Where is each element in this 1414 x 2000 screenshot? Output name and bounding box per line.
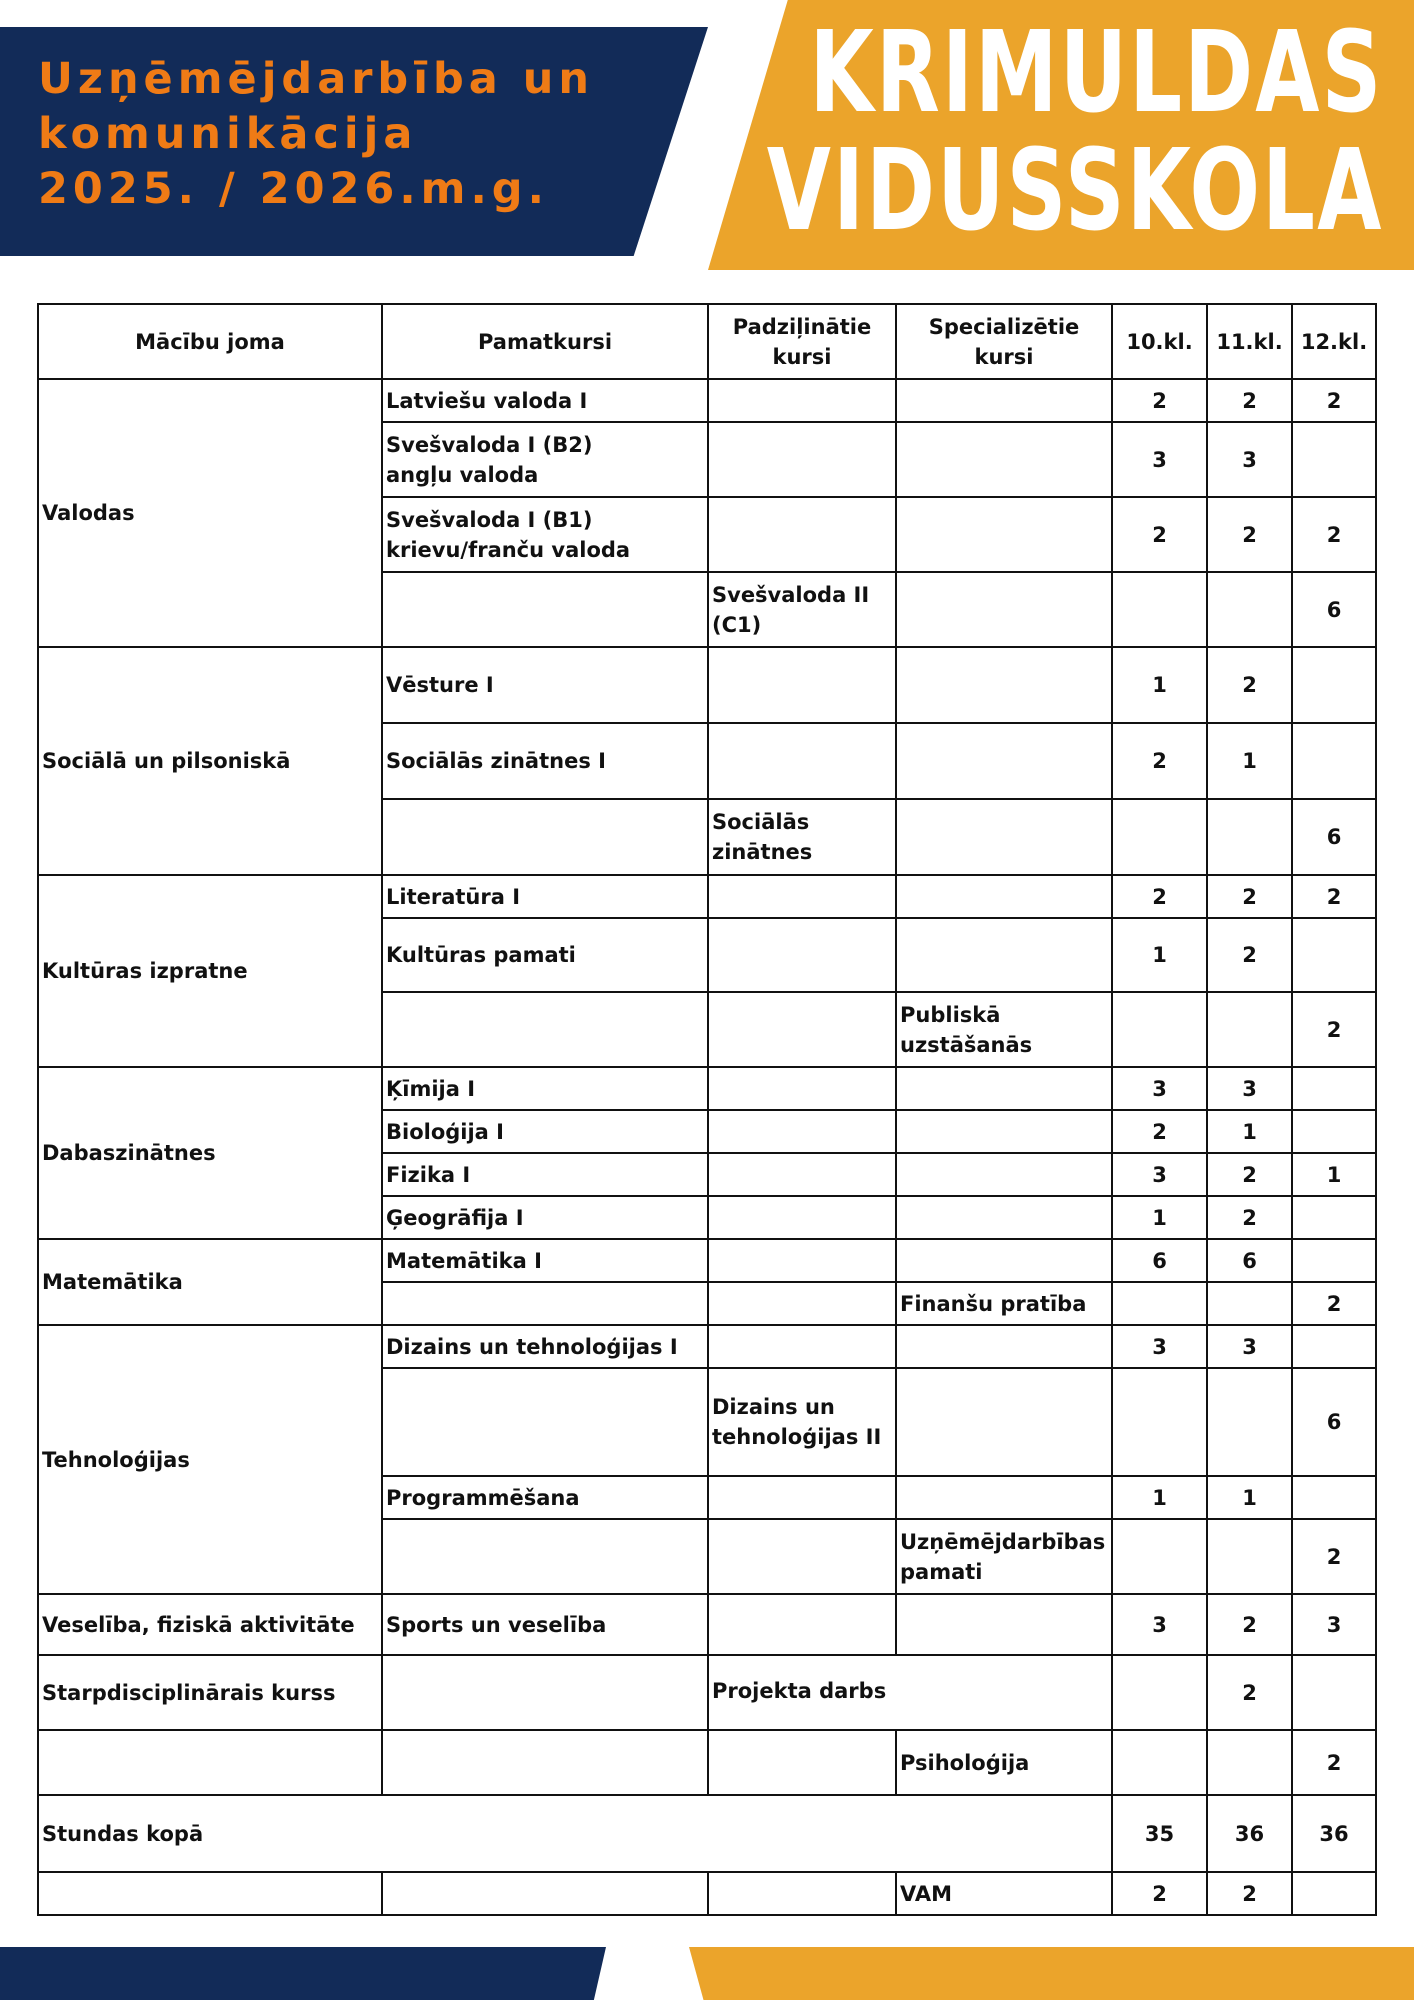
empty-cell <box>708 875 896 918</box>
empty-cell <box>708 918 896 992</box>
hours-10: 3 <box>1112 1594 1207 1655</box>
empty-cell <box>708 1239 896 1282</box>
basic-course: Latviešu valoda I <box>382 379 708 422</box>
hours-10: 3 <box>1112 1153 1207 1196</box>
col-header-grade-10: 10.kl. <box>1112 304 1207 379</box>
empty-cell <box>896 1110 1112 1153</box>
empty-cell <box>708 1872 896 1915</box>
hours-11: 2 <box>1207 1153 1292 1196</box>
empty-cell <box>382 1282 708 1325</box>
hours-11: 3 <box>1207 1325 1292 1368</box>
area-cell: Matemātika <box>38 1239 382 1325</box>
empty-cell <box>382 1368 708 1476</box>
hours-10 <box>1112 1368 1207 1476</box>
empty-cell <box>896 497 1112 572</box>
hours-12: 6 <box>1292 1368 1376 1476</box>
hours-12: 2 <box>1292 1730 1376 1795</box>
empty-cell <box>708 379 896 422</box>
empty-cell <box>708 1110 896 1153</box>
total-10: 35 <box>1112 1795 1207 1872</box>
specialized-course: VAM <box>896 1872 1112 1915</box>
hours-11 <box>1207 1519 1292 1594</box>
hours-11 <box>1207 1282 1292 1325</box>
empty-cell <box>708 422 896 497</box>
hours-10: 1 <box>1112 1476 1207 1519</box>
table-row <box>38 1872 1376 1915</box>
empty-cell <box>708 723 896 799</box>
empty-cell <box>382 572 708 647</box>
empty-cell <box>896 1476 1112 1519</box>
empty-cell <box>896 1239 1112 1282</box>
hours-11: 2 <box>1207 1655 1292 1730</box>
hours-12 <box>1292 1110 1376 1153</box>
hours-11: 1 <box>1207 1110 1292 1153</box>
hours-11: 2 <box>1207 1872 1292 1915</box>
hours-10: 2 <box>1112 379 1207 422</box>
empty-cell <box>896 1196 1112 1239</box>
project-course: Projekta darbs <box>708 1655 1112 1730</box>
curriculum-table <box>37 303 1377 1916</box>
hours-10 <box>1112 572 1207 647</box>
empty-cell <box>708 1282 896 1325</box>
hours-10 <box>1112 1282 1207 1325</box>
program-year-line: 2025. / 2026.m.g. <box>38 164 549 214</box>
hours-12: 2 <box>1292 1519 1376 1594</box>
advanced-course: Svešvaloda II (C1) <box>708 572 896 647</box>
empty-cell <box>896 1325 1112 1368</box>
hours-11: 2 <box>1207 918 1292 992</box>
table-row <box>38 1325 1376 1368</box>
school-name-line: VIDUSSKOLA <box>767 126 1384 256</box>
area-cell: Tehnoloģijas <box>38 1325 382 1594</box>
specialized-course: Finanšu pratība <box>896 1282 1112 1325</box>
area-cell: Veselība, fiziskā aktivitāte <box>38 1594 382 1655</box>
table-row <box>38 875 1376 918</box>
empty-cell <box>382 1872 708 1915</box>
hours-11: 2 <box>1207 1196 1292 1239</box>
hours-10 <box>1112 1519 1207 1594</box>
hours-12 <box>1292 1196 1376 1239</box>
school-name <box>767 8 1384 256</box>
basic-course: Programmēšana <box>382 1476 708 1519</box>
empty-cell <box>896 379 1112 422</box>
empty-cell <box>382 1730 708 1795</box>
hours-10: 3 <box>1112 1067 1207 1110</box>
table-row <box>38 1655 1376 1730</box>
basic-course: Dizains un tehnoloģijas I <box>382 1325 708 1368</box>
hours-11: 2 <box>1207 497 1292 572</box>
hours-12: 2 <box>1292 875 1376 918</box>
hours-11 <box>1207 1730 1292 1795</box>
hours-10 <box>1112 1730 1207 1795</box>
hours-12 <box>1292 918 1376 992</box>
empty-cell <box>708 1153 896 1196</box>
total-12: 36 <box>1292 1795 1376 1872</box>
empty-cell <box>38 1730 382 1795</box>
program-title <box>38 52 658 217</box>
empty-cell <box>896 1153 1112 1196</box>
hours-12 <box>1292 1325 1376 1368</box>
area-cell: Kultūras izpratne <box>38 875 382 1067</box>
basic-course: Ģeogrāfija I <box>382 1196 708 1239</box>
area-cell: Sociālā un pilsoniskā <box>38 647 382 875</box>
basic-course: Sociālās zinātnes I <box>382 723 708 799</box>
hours-11: 1 <box>1207 723 1292 799</box>
hours-12 <box>1292 422 1376 497</box>
hours-10 <box>1112 992 1207 1067</box>
table-row <box>38 1067 1376 1110</box>
hours-12 <box>1292 1655 1376 1730</box>
totals-row <box>38 1795 1376 1872</box>
program-title-line: Uzņēmējdarbība un <box>38 54 594 104</box>
table-header-row <box>38 304 1376 379</box>
footer-orange-band <box>689 1947 1414 2000</box>
table-row <box>38 379 1376 422</box>
empty-cell <box>896 1067 1112 1110</box>
table-row <box>38 647 1376 723</box>
col-header-grade-11: 11.kl. <box>1207 304 1292 379</box>
specialized-course: Publiskā uzstāšanās <box>896 992 1112 1067</box>
empty-cell <box>382 992 708 1067</box>
empty-cell <box>896 572 1112 647</box>
basic-course: Ķīmija I <box>382 1067 708 1110</box>
empty-cell <box>382 1655 708 1730</box>
hours-11: 2 <box>1207 379 1292 422</box>
hours-10: 3 <box>1112 1325 1207 1368</box>
empty-cell <box>896 422 1112 497</box>
table-row <box>38 1594 1376 1655</box>
advanced-course: Sociālās zinātnes <box>708 799 896 875</box>
empty-cell <box>708 1476 896 1519</box>
hours-11: 3 <box>1207 422 1292 497</box>
basic-course: Kultūras pamati <box>382 918 708 992</box>
basic-course: Literatūra I <box>382 875 708 918</box>
empty-cell <box>896 1368 1112 1476</box>
table-row <box>38 1730 1376 1795</box>
empty-cell <box>382 1519 708 1594</box>
hours-10 <box>1112 799 1207 875</box>
empty-cell <box>896 875 1112 918</box>
area-cell: Dabaszinātnes <box>38 1067 382 1239</box>
totals-label: Stundas kopā <box>38 1795 1112 1872</box>
col-header-specialized: Specializētie kursi <box>896 304 1112 379</box>
empty-cell <box>708 1067 896 1110</box>
hours-11: 2 <box>1207 647 1292 723</box>
hours-10: 2 <box>1112 1872 1207 1915</box>
basic-course: Svešvaloda I (B1) krievu/franču valoda <box>382 497 708 572</box>
school-name-line: KRIMULDAS <box>809 8 1384 138</box>
hours-11: 2 <box>1207 1594 1292 1655</box>
basic-course: Vēsture I <box>382 647 708 723</box>
hours-12 <box>1292 1067 1376 1110</box>
empty-cell <box>708 1325 896 1368</box>
hours-12: 2 <box>1292 497 1376 572</box>
hours-12 <box>1292 723 1376 799</box>
hours-12: 3 <box>1292 1594 1376 1655</box>
hours-11: 2 <box>1207 875 1292 918</box>
empty-cell <box>38 1872 382 1915</box>
empty-cell <box>708 1519 896 1594</box>
hours-12 <box>1292 1872 1376 1915</box>
empty-cell <box>382 799 708 875</box>
basic-course: Bioloģija I <box>382 1110 708 1153</box>
total-11: 36 <box>1207 1795 1292 1872</box>
hours-10: 2 <box>1112 497 1207 572</box>
hours-12: 6 <box>1292 799 1376 875</box>
advanced-course: Dizains un tehnoloģijas II <box>708 1368 896 1476</box>
hours-12 <box>1292 647 1376 723</box>
hours-10: 6 <box>1112 1239 1207 1282</box>
area-cell: Starpdisciplinārais kurss <box>38 1655 382 1730</box>
col-header-basic: Pamatkursi <box>382 304 708 379</box>
hours-10: 1 <box>1112 1196 1207 1239</box>
empty-cell <box>708 497 896 572</box>
empty-cell <box>896 918 1112 992</box>
basic-course: Fizika I <box>382 1153 708 1196</box>
hours-12: 2 <box>1292 992 1376 1067</box>
table-row <box>38 1239 1376 1282</box>
hours-10: 2 <box>1112 1110 1207 1153</box>
specialized-course: Psiholoģija <box>896 1730 1112 1795</box>
hours-11 <box>1207 1368 1292 1476</box>
hours-12: 1 <box>1292 1153 1376 1196</box>
hours-12 <box>1292 1476 1376 1519</box>
basic-course: Sports un veselība <box>382 1594 708 1655</box>
hours-11: 1 <box>1207 1476 1292 1519</box>
hours-10: 2 <box>1112 875 1207 918</box>
empty-cell <box>708 1196 896 1239</box>
empty-cell <box>896 799 1112 875</box>
basic-course: Matemātika I <box>382 1239 708 1282</box>
empty-cell <box>896 1594 1112 1655</box>
col-header-area: Mācību joma <box>38 304 382 379</box>
hours-12: 2 <box>1292 379 1376 422</box>
col-header-grade-12: 12.kl. <box>1292 304 1376 379</box>
hours-10: 1 <box>1112 918 1207 992</box>
hours-11 <box>1207 572 1292 647</box>
empty-cell <box>708 1730 896 1795</box>
empty-cell <box>708 1594 896 1655</box>
hours-11 <box>1207 799 1292 875</box>
col-header-advanced: Padziļinātie kursi <box>708 304 896 379</box>
hours-11: 6 <box>1207 1239 1292 1282</box>
hours-10 <box>1112 1655 1207 1730</box>
empty-cell <box>896 647 1112 723</box>
hours-10: 2 <box>1112 723 1207 799</box>
hours-10: 3 <box>1112 422 1207 497</box>
empty-cell <box>708 647 896 723</box>
hours-10: 1 <box>1112 647 1207 723</box>
empty-cell <box>896 723 1112 799</box>
empty-cell <box>708 992 896 1067</box>
hours-11: 3 <box>1207 1067 1292 1110</box>
footer-navy-band <box>0 1947 606 2000</box>
hours-11 <box>1207 992 1292 1067</box>
basic-course: Svešvaloda I (B2) angļu valoda <box>382 422 708 497</box>
hours-12: 6 <box>1292 572 1376 647</box>
hours-12 <box>1292 1239 1376 1282</box>
specialized-course: Uzņēmējdarbības pamati <box>896 1519 1112 1594</box>
program-title-line: komunikācija <box>38 109 418 159</box>
hours-12: 2 <box>1292 1282 1376 1325</box>
area-cell: Valodas <box>38 379 382 647</box>
